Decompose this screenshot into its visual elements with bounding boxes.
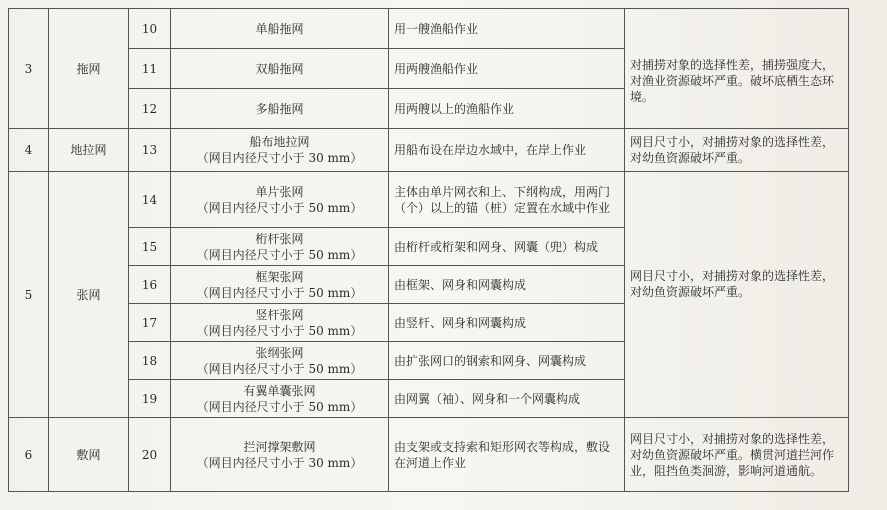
gear-description: 用船布设在岸边水域中，在岸上作业: [389, 129, 625, 172]
gear-name: 桁杆张网: [255, 231, 304, 246]
mesh-size-note: （网目内径尺寸小于 50 mm）: [196, 200, 363, 215]
item-number: 14: [129, 172, 171, 228]
item-number: 16: [129, 266, 171, 304]
gear-name-cell: [171, 380, 389, 418]
gear-description: 由竖杆、网身和网囊构成: [389, 304, 625, 342]
impact-text: 网目尺寸小，对捕捞对象的选择性差，对幼鱼资源破坏严重。: [625, 129, 849, 172]
gear-name-cell: [171, 228, 389, 266]
impact-text: 网目尺寸小，对捕捞对象的选择性差，对幼鱼资源破坏严重。: [625, 172, 849, 418]
impact-text: 对捕捞对象的选择性差，捕捞强度大，对渔业资源破坏严重。破坏底栖生态环境。: [625, 9, 849, 129]
gear-description: 用两艘以上的渔船作业: [389, 89, 625, 129]
gear-name-cell: [171, 342, 389, 380]
item-number: 18: [129, 342, 171, 380]
gear-name-cell: [171, 129, 389, 172]
mesh-size-note: （网目内径尺寸小于 30 mm）: [196, 455, 363, 470]
mesh-size-note: （网目内径尺寸小于 50 mm）: [196, 399, 363, 414]
item-number: 19: [129, 380, 171, 418]
gear-description: 由桁杆或桁架和网身、网囊（兜）构成: [389, 228, 625, 266]
row-index: 3: [9, 9, 49, 129]
gear-name: 竖杆张网: [255, 307, 304, 322]
item-number: 11: [129, 49, 171, 89]
item-number: 15: [129, 228, 171, 266]
gear-name: 有翼单囊张网: [243, 383, 316, 398]
table-row: [9, 418, 849, 492]
mesh-size-note: （网目内径尺寸小于 50 mm）: [196, 361, 363, 376]
gear-name: 单船拖网: [171, 9, 389, 49]
gear-name-cell: [171, 418, 389, 492]
item-number: 13: [129, 129, 171, 172]
mesh-size-note: （网目内径尺寸小于 50 mm）: [196, 247, 363, 262]
mesh-size-note: （网目内径尺寸小于 50 mm）: [196, 285, 363, 300]
gear-type: 地拉网: [49, 129, 129, 172]
item-number: 10: [129, 9, 171, 49]
gear-name: 框架张网: [255, 269, 304, 284]
gear-description: 用一艘渔船作业: [389, 9, 625, 49]
gear-description: 主体由单片网衣和上、下纲构成，用两门（个）以上的锚（桩）定置在水域中作业: [389, 172, 625, 228]
gear-name-cell: [171, 304, 389, 342]
gear-type: 拖网: [49, 9, 129, 129]
item-number: 20: [129, 418, 171, 492]
item-number: 12: [129, 89, 171, 129]
prohibited-fishing-gear-table: [8, 8, 849, 492]
row-index: 5: [9, 172, 49, 418]
gear-name: 拦河撑架敷网: [243, 439, 316, 454]
item-number: 17: [129, 304, 171, 342]
gear-description: 由支架或支持索和矩形网衣等构成，敷设在河道上作业: [389, 418, 625, 492]
gear-type: 敷网: [49, 418, 129, 492]
table-row: [9, 9, 849, 49]
gear-description: 由扩张网口的钢索和网身、网囊构成: [389, 342, 625, 380]
gear-description: 由框架、网身和网囊构成: [389, 266, 625, 304]
table-row: [9, 172, 849, 228]
table-row: [9, 129, 849, 172]
gear-name: 多船拖网: [171, 89, 389, 129]
gear-name: 单片张网: [255, 184, 304, 199]
row-index: 4: [9, 129, 49, 172]
mesh-size-note: （网目内径尺寸小于 50 mm）: [196, 323, 363, 338]
row-index: 6: [9, 418, 49, 492]
gear-description: 用两艘渔船作业: [389, 49, 625, 89]
gear-description: 由网翼（袖）、网身和一个网囊构成: [389, 380, 625, 418]
gear-name: 双船拖网: [171, 49, 389, 89]
gear-type: 张网: [49, 172, 129, 418]
mesh-size-note: （网目内径尺寸小于 30 mm）: [196, 151, 363, 165]
gear-name-cell: [171, 266, 389, 304]
impact-text: 网目尺寸小，对捕捞对象的选择性差，对幼鱼资源破坏严重。横贯河道拦河作业，阻挡鱼类洄游，影响河道通航。: [625, 418, 849, 492]
gear-name-cell: [171, 172, 389, 228]
gear-name: 船布地拉网: [249, 135, 310, 149]
gear-name: 张纲张网: [255, 345, 304, 360]
